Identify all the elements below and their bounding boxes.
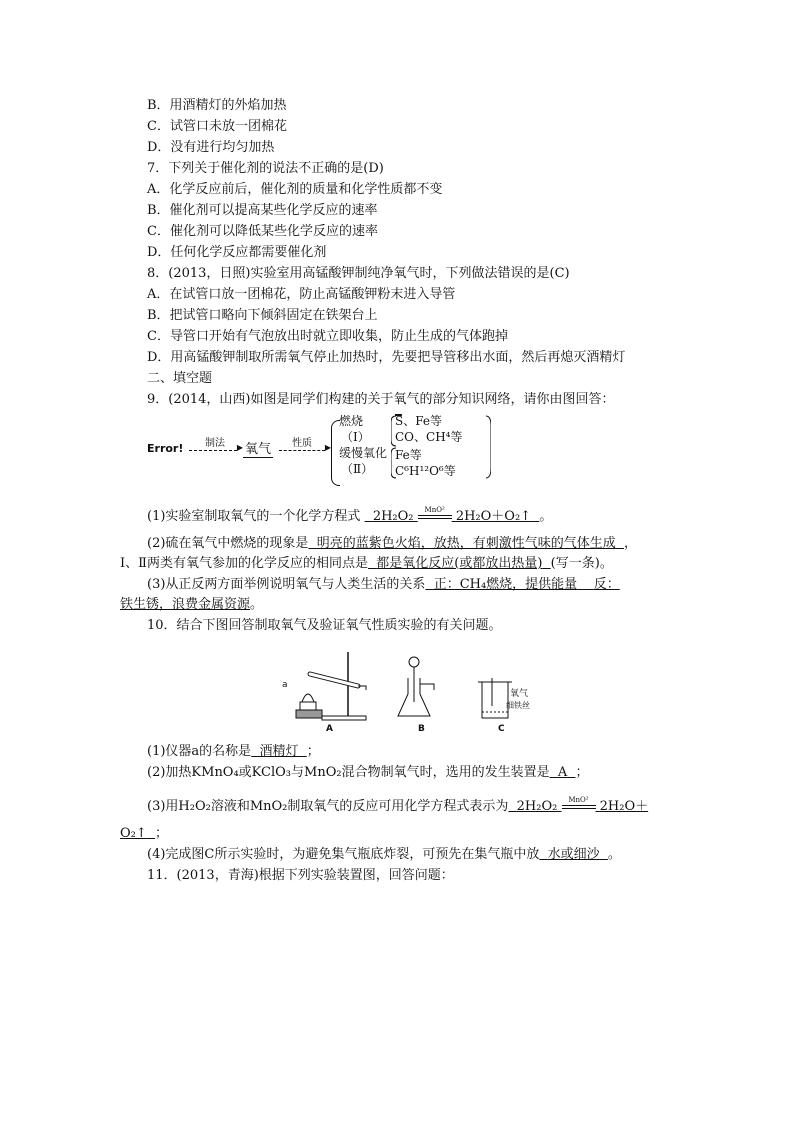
slow-oxidation-label: 缓慢氧化 [339, 446, 388, 460]
make-label: 制法 [205, 438, 225, 449]
question-8: 8．(2013，日照)实验室用高锰酸钾制纯净氧气时，下列做法错误的是(C) [147, 266, 570, 281]
question-7: 7．下列关于催化剂的说法不正确的是(D) [147, 161, 384, 176]
option-line: C．试管口未放一团棉花 [147, 119, 287, 134]
q9-answer-2: (2)硫在氧气中燃烧的现象是 明亮的蓝紫色火焰，放热，有刺激性气味的气体生成 ， [147, 536, 637, 551]
option-line: B．催化剂可以提高某些化学反应的速率 [147, 203, 378, 218]
option-line: D．用高锰酸钾制取所需氧气停止加热时，先要把导管移出水面，然后再熄灭酒精灯 [147, 350, 626, 365]
slow-number: （Ⅱ） [341, 462, 374, 476]
option-line: B．用酒精灯的外焰加热 [147, 98, 287, 113]
figure-a-label: A [326, 724, 333, 734]
c-oxygen-label: 氧气 [510, 689, 529, 699]
burn-number: （Ⅰ） [341, 430, 370, 444]
oxygen-knowledge-network [147, 416, 487, 488]
property-label: 性质 [292, 438, 312, 449]
q10-answer-4: (4)完成图C所示实验时，为避免集气瓶底炸裂，可预先在集气瓶中放 水或细沙 。 [147, 847, 621, 862]
q9-answer-3b: 铁生锈，浪费金属资源。 [120, 597, 264, 612]
slow-items-2: C⁶H¹²O⁶等 [395, 464, 456, 478]
question-11: 11．(2013，青海)根据下列实验装置图，回答问题： [147, 868, 454, 883]
apparatus-figures [282, 650, 552, 736]
q10-answer-2: (2)加热KMnO₄或KClO₃与MnO₂混合物制氧气时，选用的发生装置是 A ； [147, 765, 589, 780]
option-line: D．没有进行均匀加热 [147, 140, 275, 155]
figure-c-label: C [498, 724, 505, 734]
burn-items-2: CO、CH⁴等 [395, 430, 463, 444]
catalyst-over-arrow: MnO² [562, 796, 596, 817]
section-heading: 二、填空题 [147, 371, 213, 386]
q9-answer-1: (1)实验室制取氧气的一个化学方程式 2H₂O₂ MnO² 2H₂O＋O₂↑ 。 [147, 506, 552, 527]
question-10: 10．结合下图回答制取氧气及验证氧气性质实验的有关问题。 [147, 618, 502, 633]
q10-answer-3: (3)用H₂O₂溶液和MnO₂制取氧气的反应可用化学方程式表示为 2H₂O₂ MnO² 2H₂O＋ [147, 796, 648, 817]
c-wire-label: 细铁丝 [506, 701, 530, 710]
q10-answer-3b: O₂↑ ； [120, 826, 169, 841]
q9-answer-2b: Ⅰ、Ⅱ两类有氧气参加的化学反应的相同点是 都是氧化反应(或都放出热量) (写一条)。 [120, 556, 613, 571]
instrument-a-mark: a [282, 680, 288, 690]
option-line: C．导管口开始有气泡放出时就立即收集，防止生成的气体跑掉 [147, 329, 508, 344]
inner-braces [391, 414, 491, 484]
burn-label: 燃烧 [339, 414, 364, 428]
option-line: A．化学反应前后，催化剂的质量和化学性质都不变 [147, 182, 443, 197]
catalyst-over-arrow: MnO² [418, 506, 452, 527]
error-text: Error! [147, 442, 184, 455]
option-line: A．在试管口放一团棉花，防止高锰酸钾粉末进入导管 [147, 287, 456, 302]
option-line: C．催化剂可以降低某些化学反应的速率 [147, 224, 378, 239]
option-line: D．任何化学反应都需要催化剂 [147, 245, 327, 260]
equation-right: 2H₂O＋O₂↑ [455, 509, 532, 524]
equation-left: 2H₂O₂ [372, 509, 414, 524]
slow-items-1: Fe等 [395, 448, 422, 462]
oxygen-box: 氧气 [243, 438, 273, 458]
q9-answer-3: (3)从正反两方面举例说明氧气与人类生活的关系 正：CH₄燃烧，提供能量 反： [147, 577, 620, 592]
option-line: B．把试管口略向下倾斜固定在铁架台上 [147, 308, 378, 323]
q10-answer-1: (1)仪器a的名称是 酒精灯 ； [147, 744, 320, 759]
make-arrow [189, 450, 237, 451]
figure-b-label: B [418, 724, 425, 734]
property-arrow [279, 450, 325, 451]
question-9: 9．(2014，山西)如图是同学们构建的关于氧气的部分知识网络，请你由图回答： [147, 392, 615, 407]
burn-items-1: S、Fe等 [395, 414, 442, 428]
